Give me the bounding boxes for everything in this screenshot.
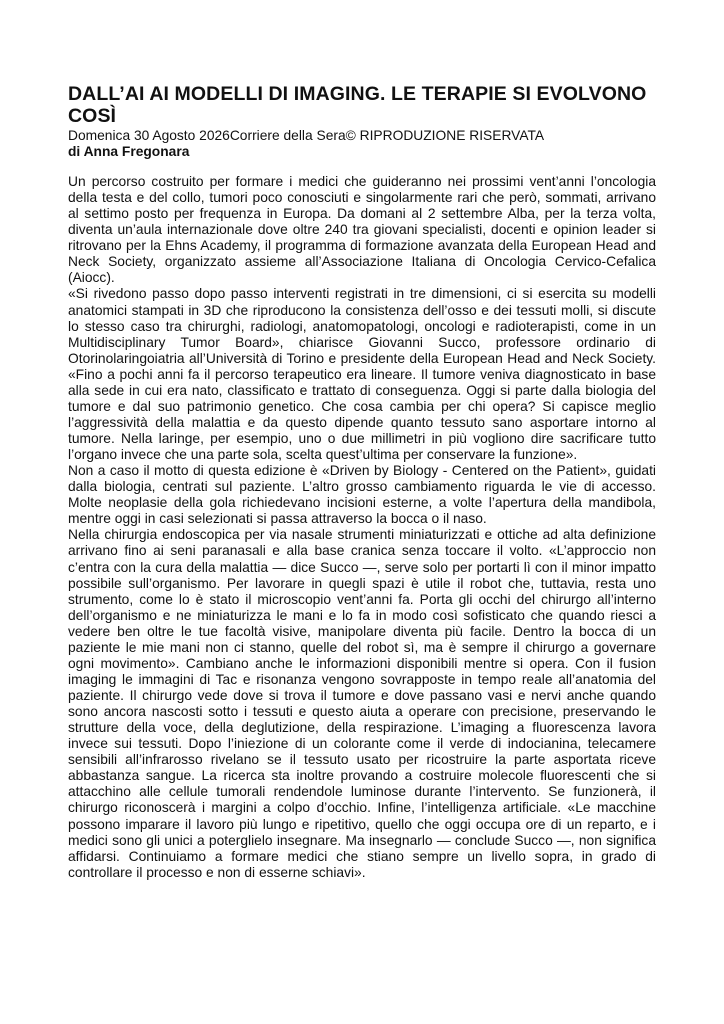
- article-paragraph: «Si rivedono passo dopo passo interventi registrati in tre dimensioni, ci si esercita su modelli anatomici stampati in 3D che riproducono la consistenza dell’osso e dei tessuti molli, si discute lo stesso caso tra chirurghi, radiologi, anatomopatologi, oncologi e radioterapisti, come in un Multidisciplinary Tumor Board», chiarisce Giovanni Succo, professore ordinario di Otorinolaringoiatria all’Università di Torino e presidente della European Head and Neck Society. «Fino a pochi anni fa il percorso terapeutico era lineare. Il tumore veniva diagnosticato in base alla sede in cui era nato, classificato e trattato di conseguenza. Oggi si parte dalla biologia del tumore e dal suo patrimonio genetico. Che cosa cambia per chi opera? Si capisce meglio l’aggressività della malattia e da questo dipende quanto tessuto sano asportare intorno al tumore. Nella laringe, per esempio, uno o due millimetri in più vogliono dire sacrificare tutto l’organo invece che una parte sola, scelta quest’ultima per conservare la funzione».: [68, 286, 656, 463]
- article-byline: di Anna Fregonara: [68, 144, 190, 159]
- article-headline: DALL’AI AI MODELLI DI IMAGING. LE TERAPIE SI EVOLVONO COSÌ: [68, 83, 647, 127]
- article-body: [68, 174, 656, 881]
- article-page: [68, 83, 656, 881]
- article-dateline: Domenica 30 Agosto 2026Corriere della Sera© RIPRODUZIONE RISERVATA: [68, 128, 545, 143]
- article-paragraph: Nella chirurgia endoscopica per via nasale strumenti miniaturizzati e ottiche ad alta definizione arrivano fino ai seni paranasali e alla base cranica senza toccare il volto. «L’approccio non c’entra con la cura della malattia — dice Succo —, serve solo per portarti lì con il minor impatto possibile sull’organismo. Per lavorare in quegli spazi è utile il robot che, tuttavia, resta uno strumento, come lo è stato il microscopio vent’anni fa. Porta gli occhi del chirurgo all’interno dell’organismo e ne miniaturizza le mani e lo fa in modo così sofisticato che quando riesci a vedere ben oltre le tue facoltà visive, manipolare diventa più facile. Dentro la bocca di un paziente le mie mani non ci stanno, quelle del robot sì, ma è sempre il chirurgo a governare ogni movimento». Cambiano anche le informazioni disponibili mentre si opera. Con il fusion imaging le immagini di Tac e risonanza vengono sovrapposte in tempo reale all’anatomia del paziente. Il chirurgo vede dove si trova il tumore e dove passano vasi e nervi anche quando sono ancora nascosti sotto i tessuti e questo aiuta a operare con precisione, preservando le strutture della voce, della deglutizione, della respirazione. L’imaging a fluorescenza lavora invece sui tessuti. Dopo l’iniezione di un colorante come il verde di indocianina, telecamere sensibili all’infrarosso rivelano se il tessuto usato per ricostruire la parte asportata riceve abbastanza sangue. La ricerca sta inoltre provando a costruire molecole fluorescenti che si attacchino alle cellule tumorali rendendole luminose durante l’intervento. Se funzionerà, il chirurgo riconoscerà i margini a colpo d’occhio. Infine, l’intelligenza artificiale. «Le macchine possono imparare il lavoro più lungo e ripetitivo, quello che oggi occupa ore di un reparto, e i medici sono gli unici a poterglielo insegnare. Ma insegnarlo — conclude Succo —, non significa affidarsi. Continuiamo a formare medici che stiano sempre un livello sopra, in grado di controllare il processo e non di esserne schiavi».: [68, 527, 656, 880]
- article-paragraph: Un percorso costruito per formare i medici che guideranno nei prossimi vent’anni l’oncologia della testa e del collo, tumori poco conosciuti e singolarmente rari che però, sommati, arrivano al settimo posto per frequenza in Europa. Da domani al 2 settembre Alba, per la terza volta, diventa un’aula internazionale dove oltre 240 tra giovani specialisti, docenti e opinion leader si ritrovano per la Ehns Academy, il programma di formazione avanzata della European Head and Neck Society, organizzato assieme all’Associazione Italiana di Oncologia Cervico-Cefalica (Aiocc).: [68, 174, 656, 286]
- article-paragraph: Non a caso il motto di questa edizione è «Driven by Biology - Centered on the Patient», guidati dalla biologia, centrati sul paziente. L’altro grosso cambiamento riguarda le vie di accesso. Molte neoplasie della gola richiedevano incisioni esterne, a volte l’apertura della mandibola, mentre oggi in casi selezionati si passa attraverso la bocca o il naso.: [68, 463, 656, 527]
